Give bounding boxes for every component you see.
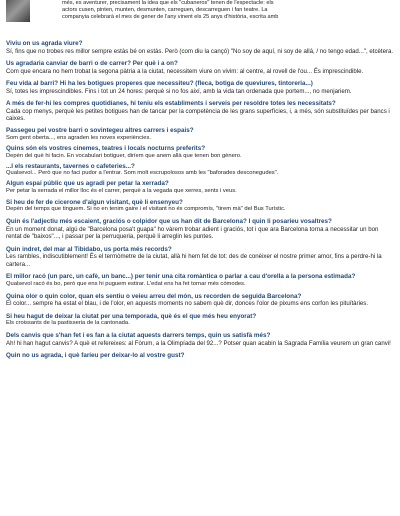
answer: Depèn del què hi facin. En vocabulari botiguer, diríem que anem allà que tenen bon gènero. [6, 152, 242, 159]
intro-line: companyia celebrarà el mes de gener de l'any vinent els 25 anys d'història, escrita amb [62, 14, 279, 20]
qa-item [6, 80, 394, 95]
question: Feu vida al barri? Hi ha les botigues properes que necessiteu? (fleca, botiga de queviures, tintoreria...) [6, 80, 313, 87]
qa-item [6, 246, 394, 268]
question: Us agradaria canviar de barri o de carrer? Per què i a on? [6, 60, 178, 67]
portrait-photo [6, 0, 30, 22]
qa-item [6, 352, 394, 360]
answer: Els croissants de la pastisseria de la cantonada. [6, 320, 130, 327]
answer: Sí, totes les imprescindibles. Fins i tot un 24 hores: perquè si no fos així, amb la vida tan ordenada que portem..., no menjariem. [6, 87, 352, 95]
question: Dels canvis que s'han fet i es fan a la ciutat aquests darrers temps, quin us satisfà més? [6, 332, 271, 340]
qa-item [6, 163, 394, 178]
qa-item [6, 313, 394, 328]
intro-block [6, 0, 394, 34]
intro-line: més, es aventurer, precisament la idea que els "cubaneros" tenen de l'espectacle: els [62, 0, 274, 6]
answer: Com que encara no hem trobat la segona pàtria a la ciutat, necessitem viure on vivim: al centre, al rovell de l'ou... És imprescindible. [6, 67, 364, 75]
qa-item [6, 60, 394, 75]
qa-item [6, 332, 394, 347]
answer: Depèn del temps que tinguem. Si no en tenim gaire i el visitant no és compromís, "tirem mà" del Bus Turístic. [6, 206, 286, 213]
qa-item [6, 40, 394, 55]
answer: En un moment donat, algú de "Barcelona posa't guapa" ho vàrem trobar adient i graciós, tot i que ara Barcelona torna a necessitar un bon rentat de "baixos"..., i passar per la perruqueria, perquè li arreglin les puntes. [6, 225, 379, 241]
qa-item [6, 273, 394, 288]
intro-text [62, 0, 392, 21]
answer: Per petar la xerrada el millor lloc és el carrer, perquè a la vegada que xerres, sents i veus. [6, 187, 237, 194]
qa-list [6, 40, 394, 360]
qa-item [6, 145, 394, 160]
question: Quin indret, del mar al Tibidabo, us porta més records? [6, 245, 172, 253]
answer: Qualsevol... Però que no faci pudor a l'entrar. Som molt escrupolosos amb les "baforades desconegudes". [6, 170, 279, 177]
answer: El color... sempre ha estat el blau, i de l'olor, en aquests moments no sabem què dir, donces l'olor de pixums ens corfon les pituïtàries. [6, 300, 369, 308]
question: Quins són els vostres cinemes, teatres i locals nocturns preferits? [6, 145, 206, 152]
qa-item [6, 100, 394, 122]
question: El millor racó (un parc, un cafè, un banc...) per tenir una cita romàntica o parlar a cau d'orella a la persona estimada? [6, 273, 356, 281]
question: Quin és l'adjectiu més escaient, graciós o colpidor que us han dit de Barcelona? I quin li posarieu vosaltres? [6, 218, 332, 226]
question: A més de fer-hi les compres quotidianes, hi teniu els establiments i serveis per resoldre totes les necessitats? [6, 100, 336, 107]
question: Quin no us agrada, i què faríeu per deixar-lo al vostre gust? [6, 352, 185, 360]
answer: Sí, fins que no trobes res millor sempre estàs bé on estàs. Però (com diu la cançó) "No soy de aquí, ni soy de allá, / no tengo edad...", etcètera. [6, 47, 394, 55]
question: Passegeu pel vostre barri o sovintegeu altres carrers i espais? [6, 127, 194, 135]
question: Si heu de fer de cicerone d'algun visitant, què li ensenyeu? [6, 198, 183, 206]
question: Viviu on us agrada viure? [6, 40, 83, 47]
answer: Les rambles, indiscutiblement! És el termòmetre de la ciutat, allà hi hem fet de tot: des de conèixer el nostre primer amor, fins a perdre-hi la cartera... [6, 253, 382, 268]
question: ...I els restaurants, tavernes o cafeteries...? [6, 162, 135, 170]
qa-item [6, 218, 394, 240]
question: Quina olor o quin color, quan els sentiu o veieu arreu del món, us recorden de seguida Barcelona? [6, 292, 302, 300]
intro-line: actors cusen, pinten, munten, desmunten, carreguen, descarreguen i fan teatre. La [62, 7, 268, 13]
qa-item [6, 127, 394, 142]
qa-item [6, 180, 394, 195]
answer: Cada cop menys, perquè les petites botigues han de tancar per la competència de les grans superfícies, i, a més, són substituïdes per bancs i caixes. [6, 107, 390, 122]
answer: Som gent oberta..., ens agraden les noves experiències. [6, 135, 152, 141]
answer: Qualsevol racó és bo, però que ens hi puguem estirar. L'edat ens ha fet tornar més cómodes. [6, 280, 246, 287]
question: Si heu hagut de deixar la ciutat per una temporada, què és el que més heu enyorat? [6, 312, 257, 320]
answer: Ah! hi han hagut canvis? A què et refereixes: al Fòrum, a la Olimpíada del 92...? Potser quan acabin la Sagrada Família veurem un gran canvi! [6, 339, 391, 347]
qa-item [6, 199, 394, 214]
qa-item [6, 293, 394, 308]
question: Algun espai públic que us agradi per petar la xerrada? [6, 180, 169, 188]
